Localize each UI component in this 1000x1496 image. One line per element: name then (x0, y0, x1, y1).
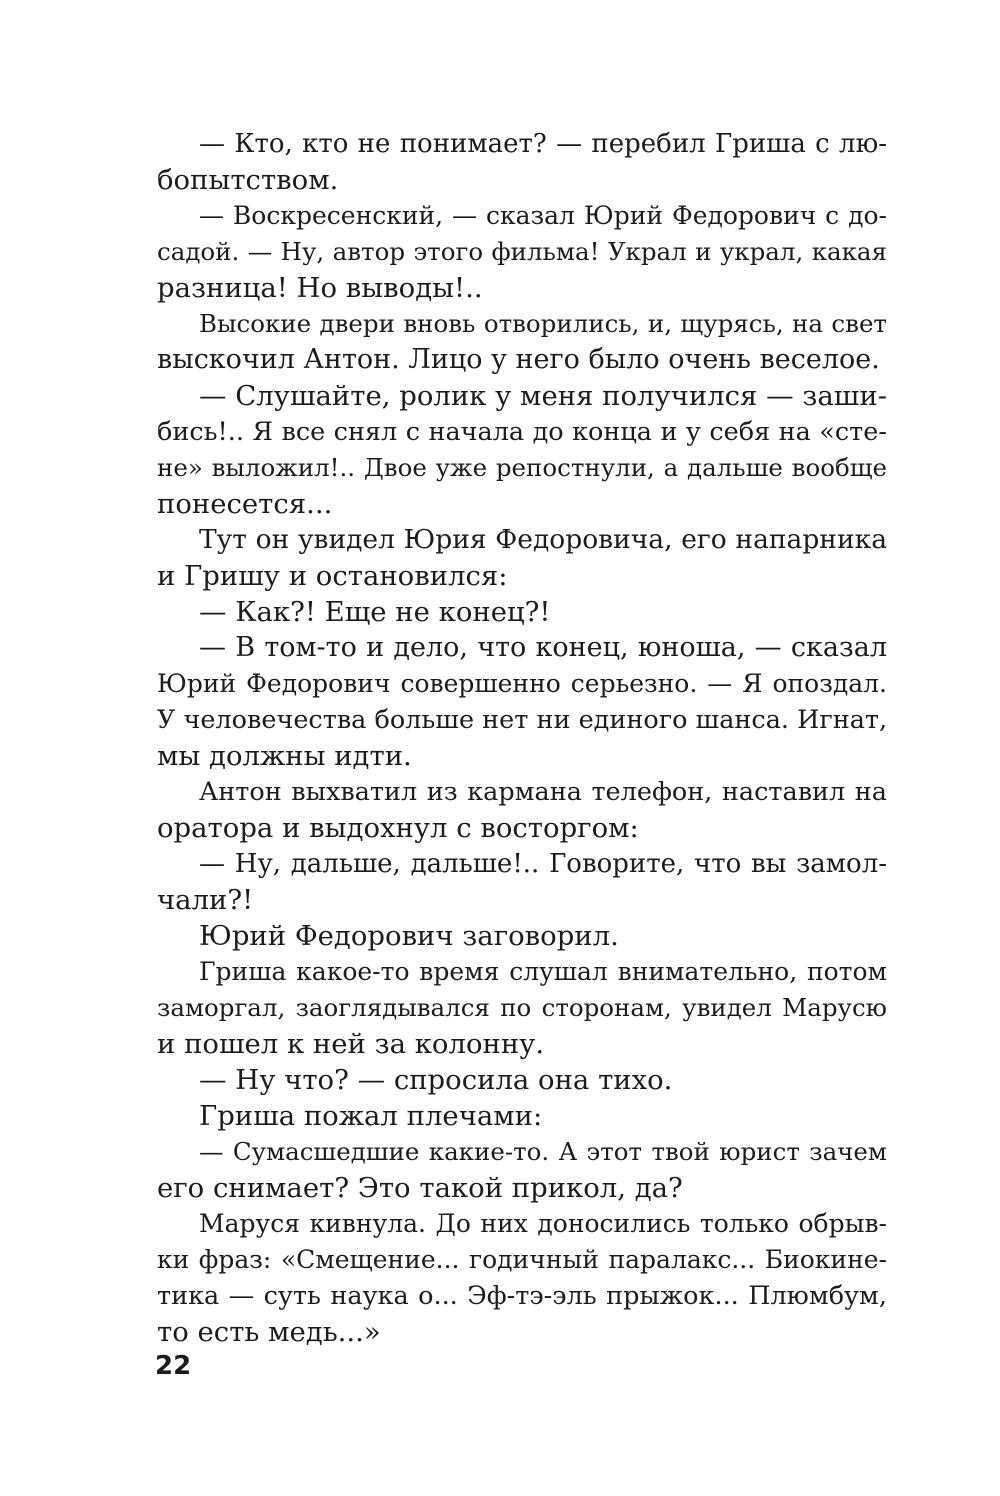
text-line: У человечества больше нет ни единого шанса. Игнат, (157, 705, 888, 735)
text-line: ки фраз: «Смещение... годичный паралакс... Биокине- (157, 1245, 887, 1274)
text-line: — Ну что? — спросила она тихо. (199, 1064, 673, 1096)
text-line: чали?! (157, 884, 254, 916)
text-line: — Воскресенский, — сказал Юрий Федорович с до- (199, 201, 887, 230)
text-line: — Сумасшедшие какие-то. А этот твой юрист зачем (199, 1137, 887, 1166)
text-line: — Кто, кто не понимает? — перебил Гриша с лю- (199, 129, 887, 159)
text-line: Маруся кивнула. До них доносились только обрыв- (199, 1209, 887, 1238)
text-line: бись!.. Я все снял с начала до конца и у себя на «сте- (157, 417, 887, 447)
text-line: разница! Но выводы!.. (157, 272, 483, 304)
text-line: садой. — Ну, автор этого фильма! Украл и украл, какая (157, 237, 887, 266)
text-line: — Ну, дальше, дальше!.. Говорите, что вы замол- (199, 849, 887, 879)
text-line: — Слушайте, ролик у меня получился — заши- (199, 380, 887, 412)
text-line: заморгал, заоглядывался по сторонам, увидел Марусю (157, 993, 887, 1022)
text-line: Высокие двери вновь отворились, и, щурясь, на свет (199, 309, 887, 338)
text-line: оратора и выдохнул с восторгом: (157, 812, 639, 844)
page-number: 22 (155, 1351, 192, 1381)
text-line: Юрий Федорович совершенно серьезно. — Я опоздал. (157, 669, 887, 698)
text-line: тика — суть наука о... Эф-тэ-эль прыжок... Плюмбум, (157, 1281, 887, 1311)
text-line: выскочил Антон. Лицо у него было очень веселое. (157, 344, 880, 375)
text-line: его снимает? Это такой прикол, да? (157, 1172, 683, 1204)
text-line: и Гришу и остановился: (157, 560, 508, 592)
text-line: Юрий Федорович заговорил. (199, 920, 619, 952)
text-line: и пошел к ней за колонну. (157, 1028, 545, 1060)
text-line: Гриша какое-то время слушал внимательно, потом (199, 957, 887, 986)
text-line: мы должны идти. (157, 740, 412, 772)
text-line: бопытством. (157, 164, 339, 196)
text-line: — В том-то и дело, что конец, юноша, — сказал (199, 632, 887, 663)
text-line: — Как?! Еще не конец?! (199, 596, 551, 628)
text-line: то есть медь...» (157, 1316, 381, 1348)
text-line: Тут он увидел Юрия Федоровича, его напарника (199, 524, 887, 555)
text-line: не» выложил!.. Двое уже репостнули, а дальше вообще (157, 453, 887, 482)
text-line: Антон выхватил из кармана телефон, наставил на (199, 777, 887, 807)
text-line: Гриша пожал плечами: (199, 1100, 543, 1132)
text-line: понесется... (157, 488, 333, 520)
